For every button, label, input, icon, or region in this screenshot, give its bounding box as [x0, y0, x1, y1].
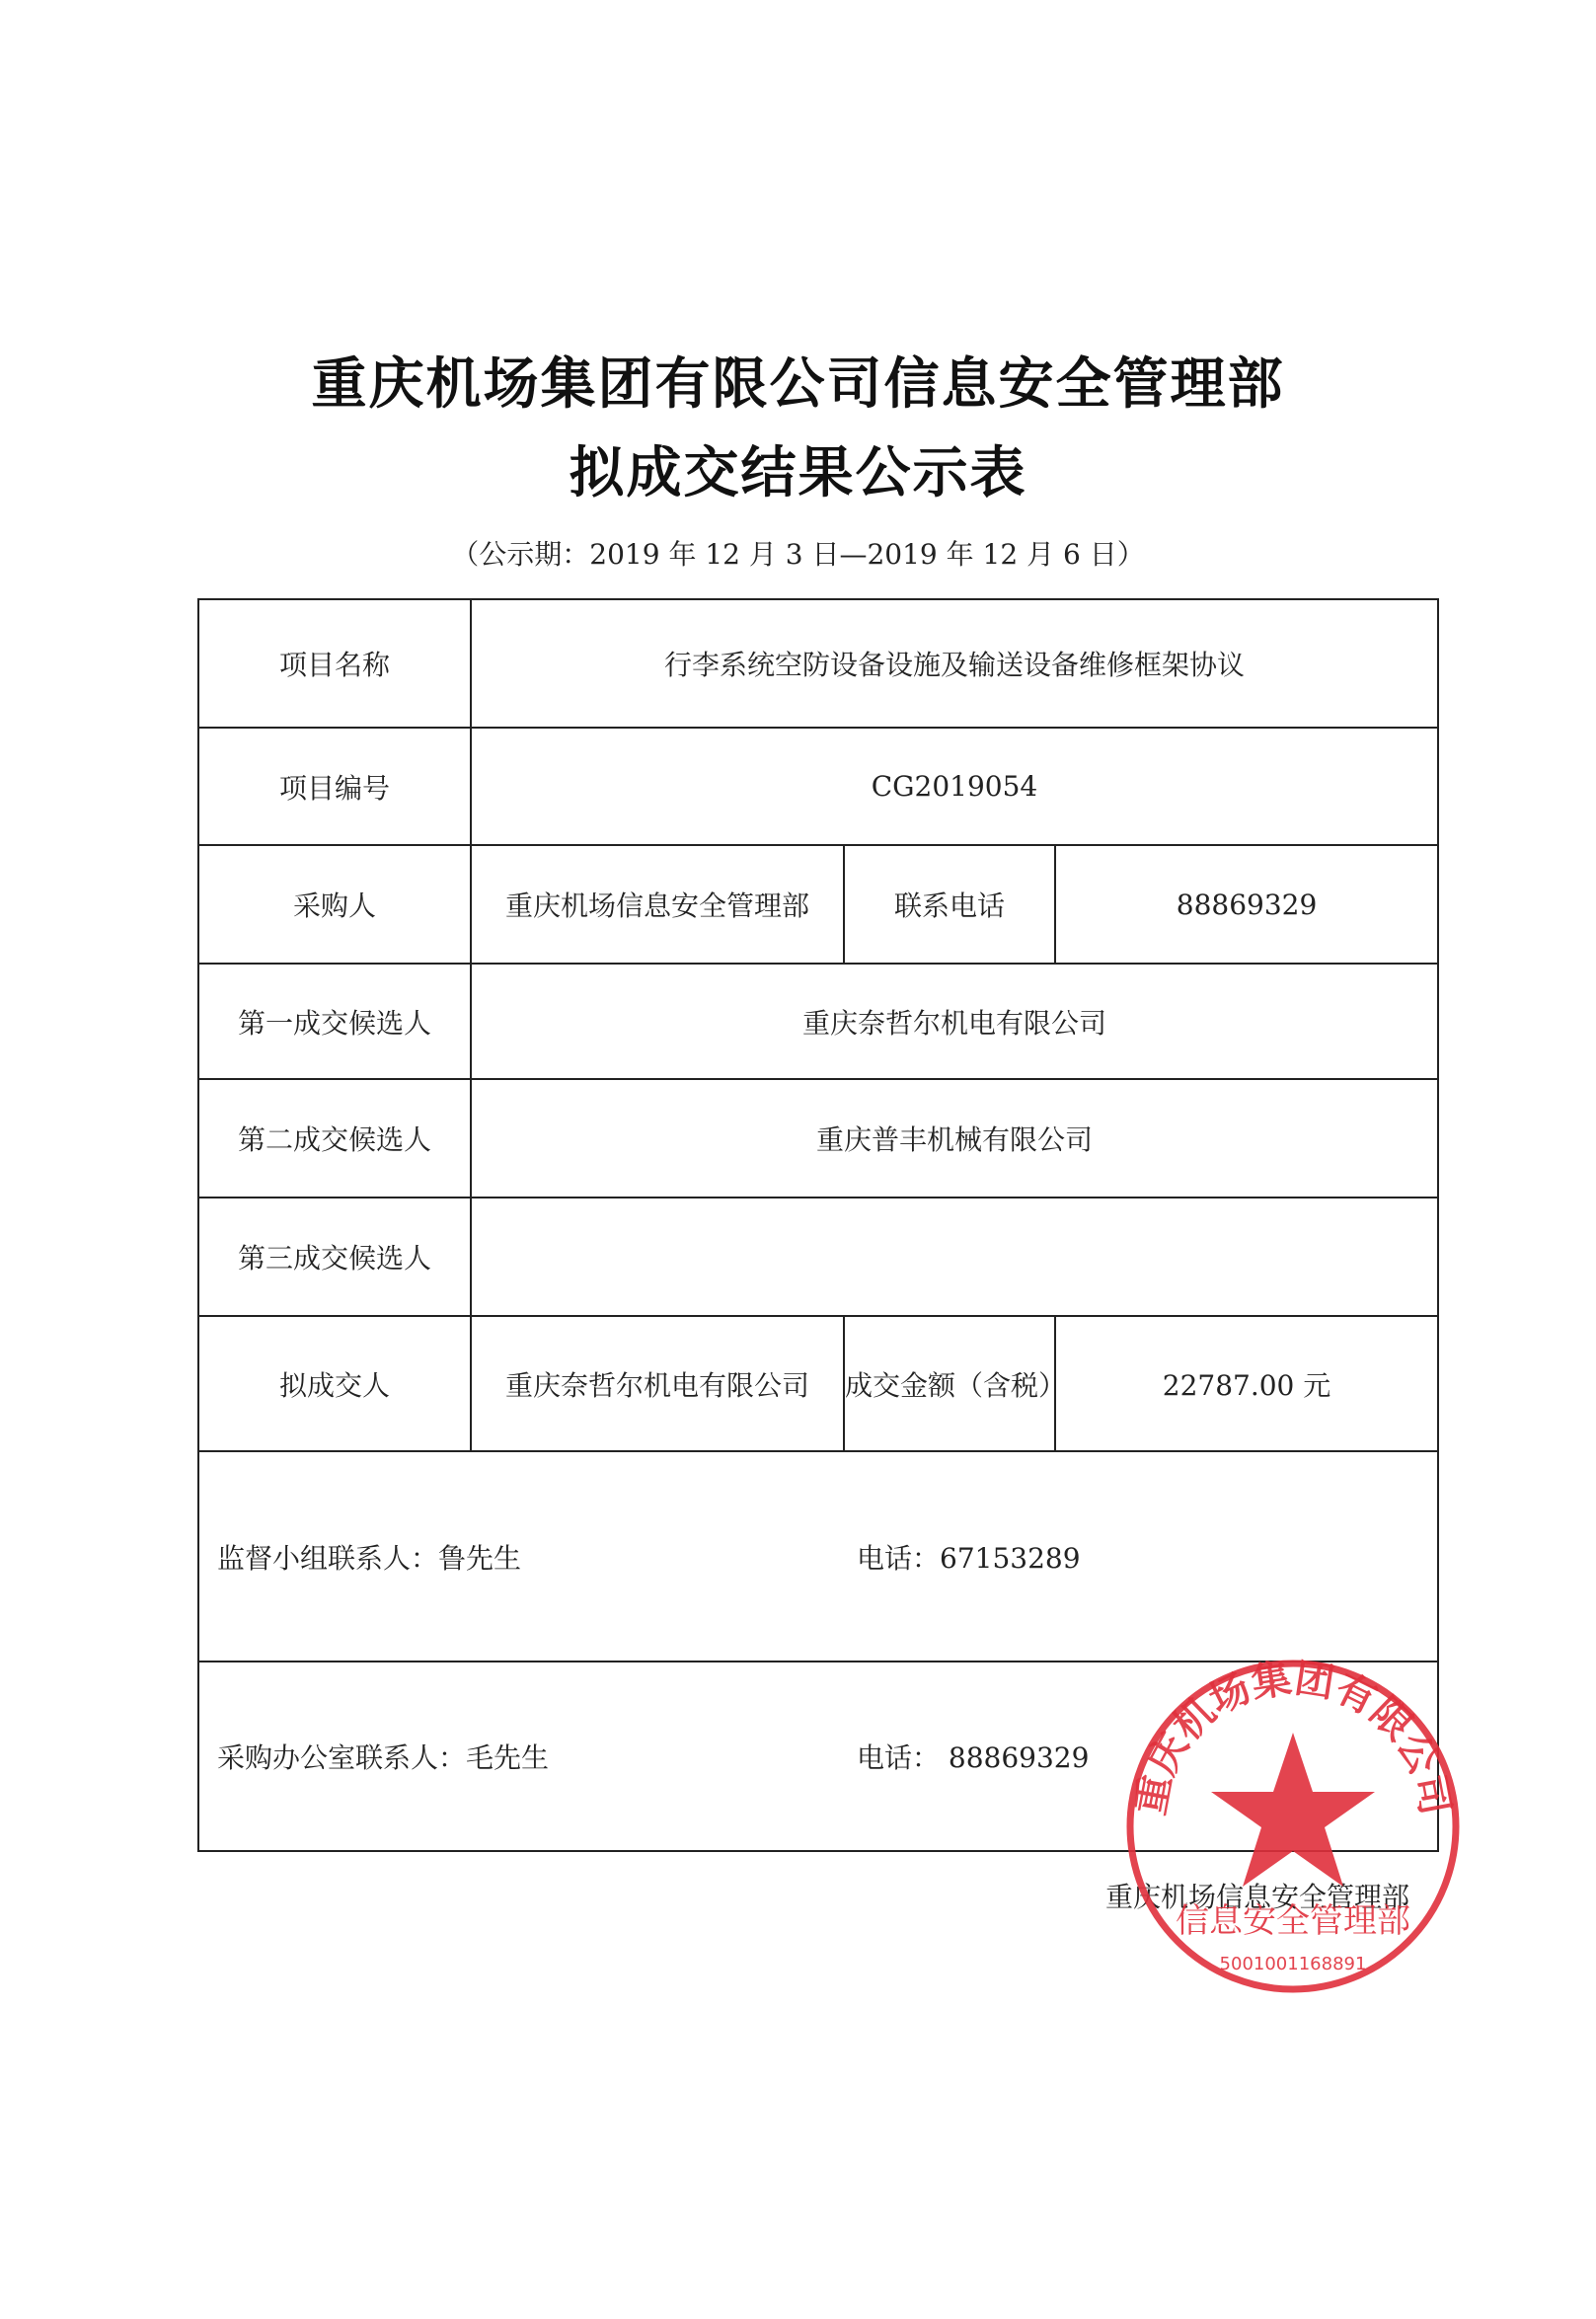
office-contact: 采购办公室联系人：毛先生: [217, 1741, 550, 1774]
office-phone: 电话： 88869329: [857, 1741, 1090, 1774]
document-subtitle: 拟成交结果公示表: [569, 441, 1027, 505]
project-no-label: 项目编号: [198, 728, 471, 845]
svg-text:重庆机场集团有限公司: 重庆机场集团有限公司: [1128, 1656, 1458, 1818]
supervisor-contact: 监督小组联系人：鲁先生: [217, 1541, 522, 1575]
supervisor-phone: 电话：67153289: [857, 1541, 1081, 1575]
table-row: [198, 1316, 1438, 1451]
table-row: [198, 728, 1438, 845]
second-candidate-label: 第二成交候选人: [198, 1079, 471, 1198]
buyer-label: 采购人: [198, 845, 471, 964]
third-candidate-label: 第三成交候选人: [198, 1198, 471, 1316]
buyer-value: 重庆机场信息安全管理部: [471, 845, 844, 964]
signer-name: 重庆机场信息安全管理部: [1105, 1881, 1410, 1913]
project-name-label: 项目名称: [198, 599, 471, 728]
star-icon: [1211, 1733, 1375, 1887]
document-title: 重庆机场集团有限公司信息安全管理部: [311, 352, 1285, 417]
table-row: [198, 1198, 1438, 1316]
phone-label: 联系电话: [844, 845, 1055, 964]
table-row: [198, 1079, 1438, 1198]
announcement-period: （公示期：2019 年 12 月 3 日—2019 年 12 月 6 日）: [451, 538, 1145, 571]
first-candidate-label: 第一成交候选人: [198, 964, 471, 1079]
table-row: [198, 599, 1438, 728]
second-candidate-value: 重庆普丰机械有限公司: [471, 1079, 1438, 1198]
phone-value: 88869329: [1055, 845, 1438, 964]
supervisor-cell: [198, 1451, 1438, 1662]
project-name-value: 行李系统空防设备设施及输送设备维修框架协议: [471, 599, 1438, 728]
svg-text:5001001168891: 5001001168891: [1219, 1954, 1367, 1974]
table-row: [198, 1451, 1438, 1662]
deal-label: 拟成交人: [198, 1316, 471, 1451]
project-no-value: CG2019054: [471, 728, 1438, 845]
third-candidate-value: [471, 1198, 1438, 1316]
amount-label: 成交金额（含税）: [844, 1316, 1055, 1451]
table-row: [198, 964, 1438, 1079]
official-seal-stamp: [1120, 1654, 1466, 1999]
deal-value: 重庆奈哲尔机电有限公司: [471, 1316, 844, 1451]
table-row: [198, 845, 1438, 964]
amount-value: 22787.00 元: [1055, 1316, 1438, 1451]
svg-text:信息安全管理部: 信息安全管理部: [1176, 1901, 1410, 1941]
first-candidate-value: 重庆奈哲尔机电有限公司: [471, 964, 1438, 1079]
